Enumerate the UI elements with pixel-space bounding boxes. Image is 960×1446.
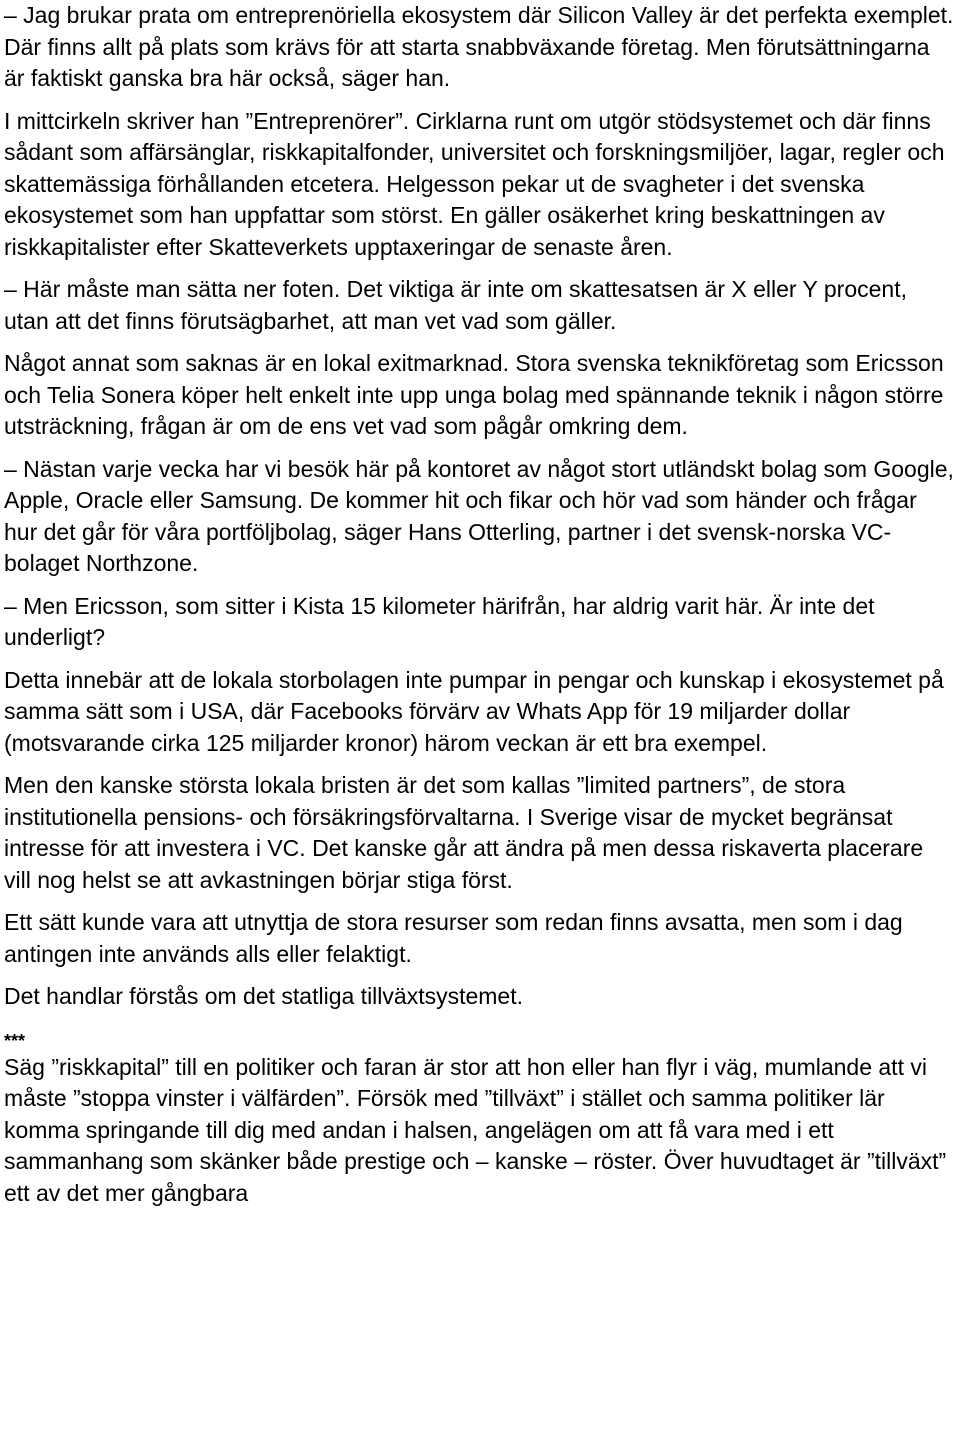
section-separator: ***	[4, 1030, 26, 1051]
paragraph-foten: – Här måste man sätta ner foten. Det viktiga är inte om skattesatsen är X eller Y procent, utan att det finns förutsägbarhet, att man vet vad som gäller.	[4, 276, 907, 334]
document-page	[4, 0, 956, 1209]
paragraph-tillvaxtsystemet: Det handlar förstås om det statliga tillväxtsystemet.	[4, 983, 523, 1009]
paragraph-riskkapital-politiker: Säg ”riskkapital” till en politiker och faran är stor att hon eller han flyr i väg, mumlande att vi måste ”stoppa vinster i välfärden”. Försök med ”tillväxt” i stället och samma politiker lär komma springande till dig med andan i halsen, angelägen om att få vara med i ett sammanhang som skänker både prestige och – kanske – röster. Över huvudtaget är ”tillväxt” ett av det mer gångbara	[4, 1053, 947, 1206]
paragraph-storbolagen: Detta innebär att de lokala storbolagen inte pumpar in pengar och kunskap i ekosystemet på samma sätt som i USA, där Facebooks förvärv av Whats App för 19 miljarder dollar (motsvarande cirka 125 miljarder kronor) härom veckan är ett bra exempel.	[4, 666, 944, 756]
paragraph-mittcirkeln: I mittcirkeln skriver han ”Entreprenörer”. Cirklarna runt om utgör stödsystemet och där finns sådant som affärsänglar, riskkapitalfonder, universitet och forskningsmiljöer, lagar, regler och skattemässiga förhållanden etcetera. Helgesson pekar ut de svagheter i det svenska ekosystemet som han uppfattar som störst. En gäller osäkerhet kring beskattningen av riskkapitalister efter Skatteverkets upptaxeringar de senaste åren.	[4, 107, 945, 260]
paragraph-silicon-valley: – Jag brukar prata om entreprenöriella ekosystem där Silicon Valley är det perfekta exemplet. Där finns allt på plats som krävs för att starta snabbväxande företag. Men förutsättningarna är faktiskt ganska bra här också, säger han.	[4, 2, 954, 91]
paragraph-resurser: Ett sätt kunde vara att utnyttja de stora resurser som redan finns avsatta, men som i dag antingen inte används alls eller felaktigt.	[4, 909, 903, 967]
paragraph-exitmarknad: Något annat som saknas är en lokal exitmarknad. Stora svenska teknikföretag som Ericsson och Telia Sonera köper helt enkelt inte upp unga bolag med spännande teknik i någon större utsträckning, frågan är om de ens vet vad som pågår omkring dem.	[4, 350, 944, 439]
paragraph-ericsson-kista: – Men Ericsson, som sitter i Kista 15 kilometer härifrån, har aldrig varit här. Är inte det underligt?	[4, 592, 875, 650]
paragraph-otterling-quote: – Nästan varje vecka har vi besök här på kontoret av något stort utländskt bolag som Google, Apple, Oracle eller Samsung. De kommer hit och fikar och hör vad som händer och frågar hur det går för våra portföljbolag, säger Hans Otterling, partner i det svensk-norska VC-bolaget Northzone.	[4, 455, 954, 576]
paragraph-limited-partners: Men den kanske största lokala bristen är det som kallas ”limited partners”, de stora institutionella pensions- och försäkringsförvaltarna. I Sverige visar de mycket begränsat intresse för att investera i VC. Det kanske går att ändra på men dessa riskaverta placerare vill nog helst se att avkastningen börjar stiga först.	[4, 772, 924, 893]
